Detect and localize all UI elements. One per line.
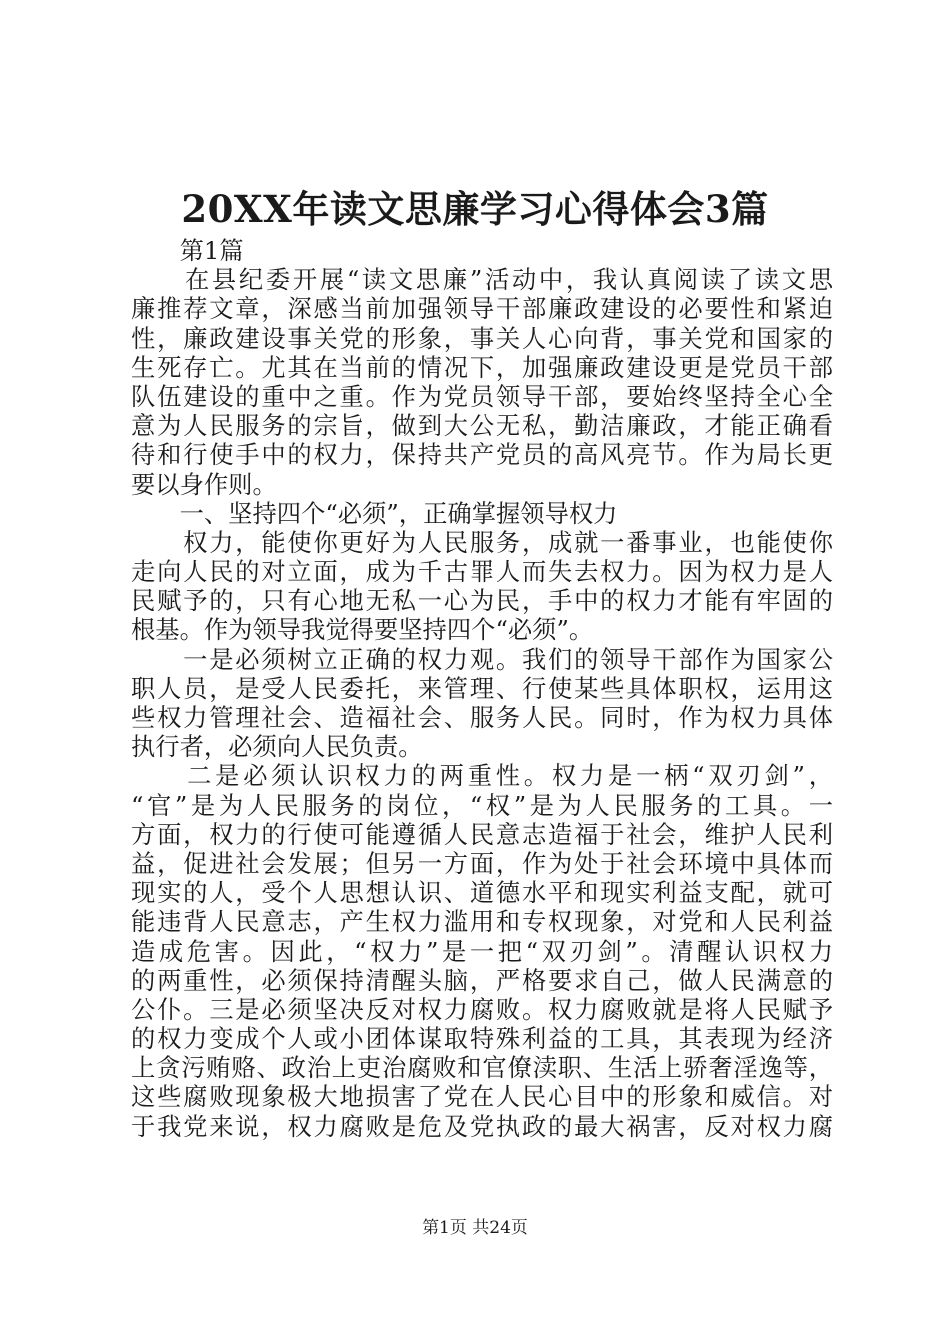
text-line: 第1篇 xyxy=(131,236,244,265)
text-line: 一、坚持四个“必须”，正确掌握领导权力 xyxy=(131,498,618,528)
text-line: 在县纪委开展“读文思廉”活动中，我认真阅读了读文思 xyxy=(131,265,833,295)
text-line: 要以身作则。 xyxy=(131,469,277,499)
text-line: 造成危害。因此，“权力”是一把“双刃剑”。清醒认识权力 xyxy=(131,936,833,966)
document-title: 20XX年读文思廉学习心得体会3篇 xyxy=(181,187,769,231)
text-line: 现实的人，受个人思想认识、道德水平和现实利益支配，就可 xyxy=(131,878,833,908)
text-line: “官”是为人民服务的岗位，“权”是为人民服务的工具。一 xyxy=(131,790,833,820)
text-line: 一是必须树立正确的权力观。我们的领导干部作为国家公 xyxy=(131,644,833,674)
page-footer: 第1页 共24页 xyxy=(422,1218,528,1238)
document-body xyxy=(131,236,833,1141)
text-line: 根基。作为领导我觉得要坚持四个“必须”。 xyxy=(131,615,594,645)
text-line: 些权力管理社会、造福社会、服务人民。同时，作为权力具体 xyxy=(131,703,833,732)
text-line: 的权力变成个人或小团体谋取特殊利益的工具，其表现为经济 xyxy=(131,1024,833,1054)
text-line: 这些腐败现象极大地损害了党在人民心目中的形象和威信。对 xyxy=(131,1082,833,1112)
text-line: 意为人民服务的宗旨，做到大公无私，勤洁廉政，才能正确看 xyxy=(131,411,833,441)
text-line: 方面，权力的行使可能遵循人民意志造福于社会，维护人民利 xyxy=(131,819,833,849)
text-line: 能违背人民意志，产生权力滥用和专权现象，对党和人民利益 xyxy=(131,907,833,937)
text-line: 权力，能使你更好为人民服务，成就一番事业，也能使你 xyxy=(131,527,833,557)
text-line: 于我党来说，权力腐败是危及党执政的最大祸害，反对权力腐 xyxy=(131,1111,833,1141)
text-line: 的两重性，必须保持清醒头脑，严格要求自己，做人民满意的 xyxy=(131,965,833,995)
text-line: 上贪污贿赂、政治上吏治腐败和官僚渎职、生活上骄奢淫逸等， xyxy=(131,1053,833,1083)
text-line: 执行者，必须向人民负责。 xyxy=(131,732,423,762)
text-line: 待和行使手中的权力，保持共产党员的高风亮节。作为局长更 xyxy=(131,440,833,470)
text-line: 益，促进社会发展；但另一方面，作为处于社会环境中具体而 xyxy=(131,848,833,878)
text-line: 二是必须认识权力的两重性。权力是一柄“双刃剑”， xyxy=(131,761,833,791)
text-line: 性，廉政建设事关党的形象，事关人心向背，事关党和国家的 xyxy=(131,323,833,353)
text-line: 生死存亡。尤其在当前的情况下，加强廉政建设更是党员干部 xyxy=(131,352,833,382)
text-line: 走向人民的对立面，成为千古罪人而失去权力。因为权力是人 xyxy=(131,557,833,587)
text-line: 队伍建设的重中之重。作为党员领导干部，要始终坚持全心全 xyxy=(131,381,833,411)
text-line: 职人员，是受人民委托，来管理、行使某些具体职权，运用这 xyxy=(131,673,833,703)
text-line: 廉推荐文章，深感当前加强领导干部廉政建设的必要性和紧迫 xyxy=(131,294,833,324)
text-line: 公仆。三是必须坚决反对权力腐败。权力腐败就是将人民赋予 xyxy=(131,994,833,1024)
text-line: 民赋予的，只有心地无私一心为民，手中的权力才能有牢固的 xyxy=(131,586,833,616)
